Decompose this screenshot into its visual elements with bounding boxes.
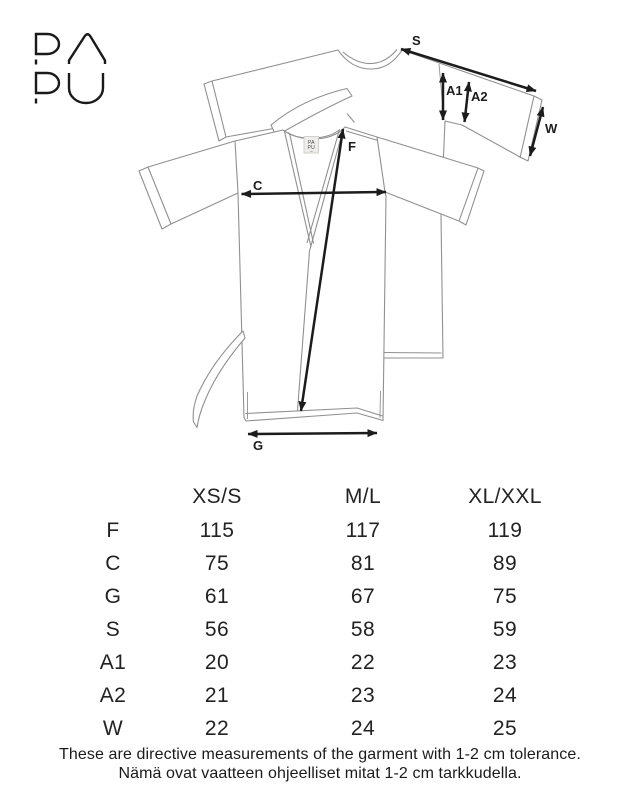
measure-value: 89 [492, 552, 518, 575]
measure-label: W [102, 717, 124, 740]
logo-letter-a [69, 34, 105, 64]
logo-letter-p1 [36, 34, 59, 54]
size-col-header: XS/S [192, 485, 242, 508]
label-a2: A2 [471, 89, 488, 104]
tolerance-note [0, 745, 640, 783]
measure-label: C [105, 552, 121, 575]
brand-tag [304, 137, 319, 154]
label-s: S [412, 33, 421, 48]
measure-value: 21 [204, 684, 230, 707]
measure-label: G [104, 585, 122, 608]
logo-letter-p2 [36, 73, 59, 93]
brand-tag-text-1: PA [307, 139, 315, 146]
label-c: C [253, 178, 263, 193]
table-row [0, 618, 640, 642]
right-side-slit [380, 391, 381, 418]
table-row [0, 552, 640, 576]
table-header-row [0, 485, 640, 509]
measure-value: 75 [204, 552, 230, 575]
table-row [0, 585, 640, 609]
measure-value: 117 [345, 519, 381, 542]
arrow-g [248, 433, 377, 434]
logo-letter-u [69, 73, 103, 103]
table-row [0, 717, 640, 741]
brand-tag-text-2: PU [307, 145, 316, 152]
tolerance-note-en: These are directive measurements of the garment with 1-2 cm tolerance. [59, 746, 581, 763]
measure-value: 23 [492, 651, 518, 674]
size-col-header: XL/XXL [468, 485, 542, 508]
measure-value: 25 [492, 717, 518, 740]
lower-tie-ribbon [193, 331, 245, 428]
measure-value: 56 [204, 618, 230, 641]
label-f: F [348, 139, 356, 154]
back-hem-line [384, 353, 442, 354]
measure-value: 24 [492, 684, 518, 707]
back-neckband-line [343, 50, 397, 64]
measure-label: A2 [99, 684, 127, 707]
measure-value: 22 [350, 651, 376, 674]
measure-value: 20 [204, 651, 230, 674]
measure-label: S [105, 618, 121, 641]
measure-value: 59 [492, 618, 518, 641]
measure-label: A1 [99, 651, 127, 674]
measure-value: 75 [492, 585, 518, 608]
measure-value: 22 [204, 717, 230, 740]
measure-value: 119 [487, 519, 523, 542]
label-g: G [253, 438, 264, 453]
measure-value: 115 [199, 519, 235, 542]
size-col-header: M/L [344, 485, 382, 508]
measure-value: 58 [350, 618, 376, 641]
table-row [0, 519, 640, 543]
measure-value: 67 [350, 585, 376, 608]
tolerance-note-fi: Nämä ovat vaatteen ohjeelliset mitat 1-2 cm tarkkudella. [118, 765, 522, 782]
measure-value: 23 [350, 684, 376, 707]
measure-value: 81 [350, 552, 376, 575]
measure-value: 61 [204, 585, 230, 608]
measure-label: F [106, 519, 120, 542]
measure-value: 24 [350, 717, 376, 740]
label-w: W [545, 121, 558, 136]
table-row [0, 651, 640, 675]
papu-logo [36, 34, 105, 104]
table-row [0, 684, 640, 708]
label-a1: A1 [446, 83, 463, 98]
